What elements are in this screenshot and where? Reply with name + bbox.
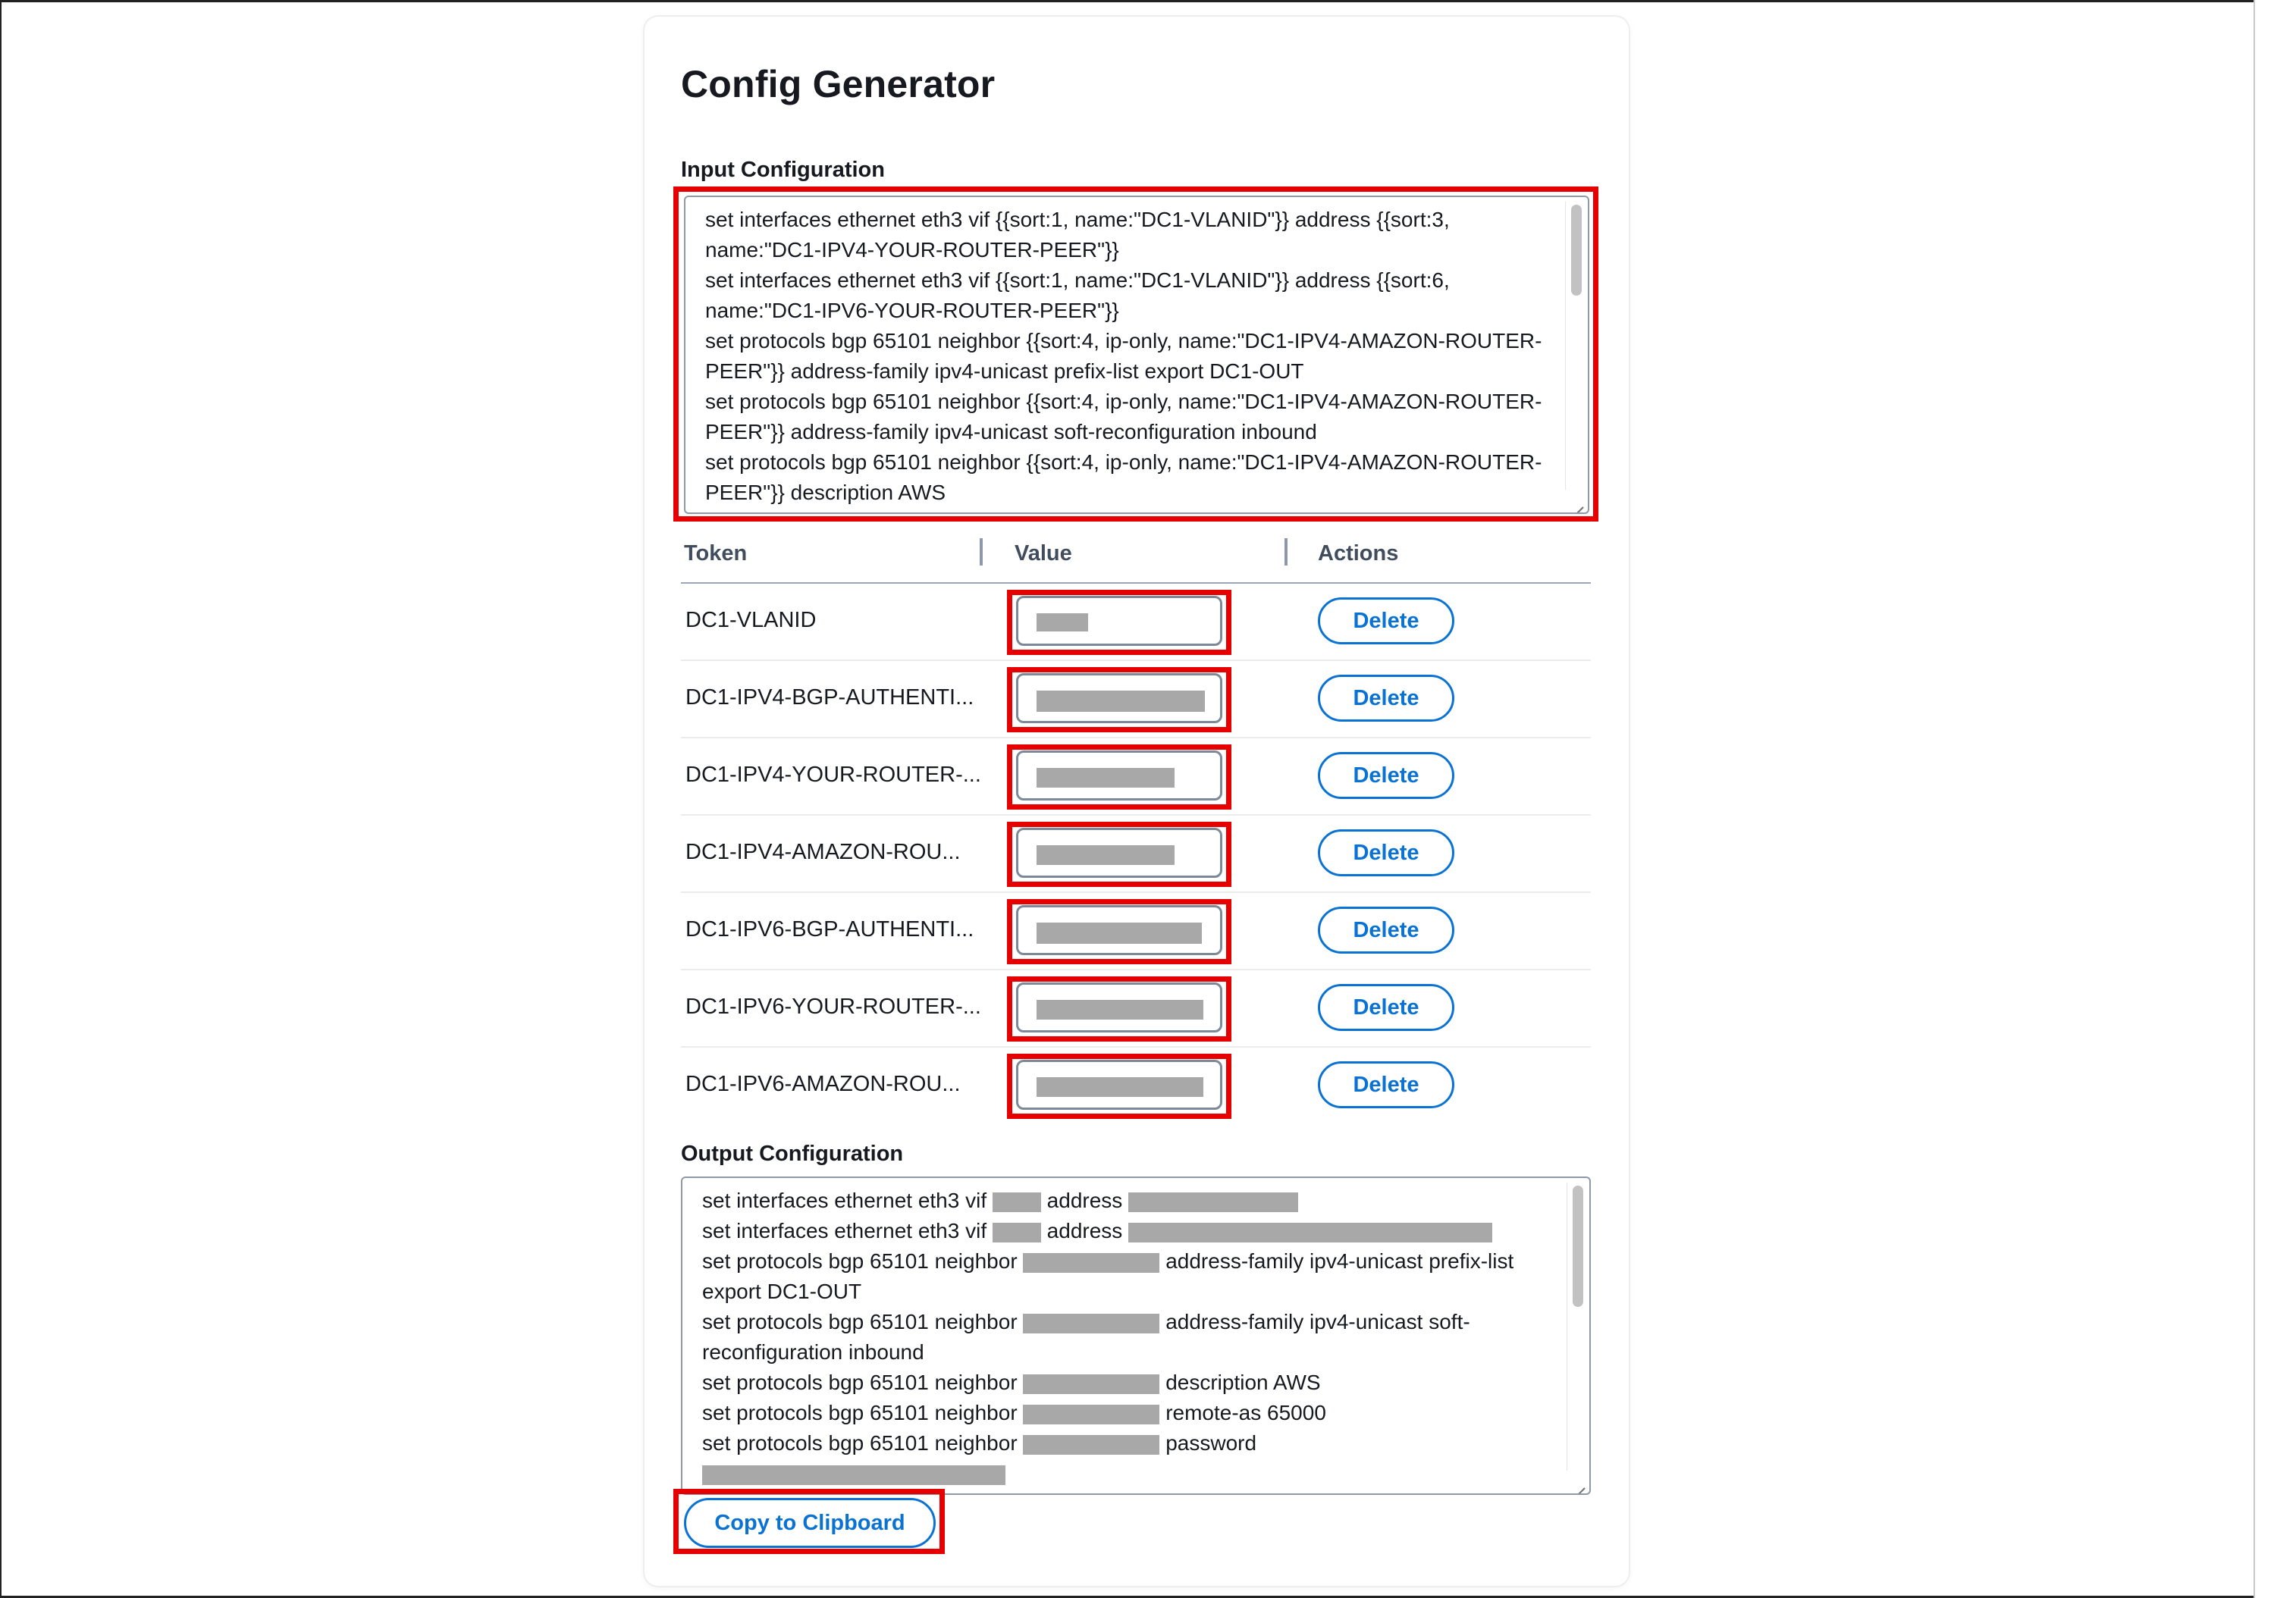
token-name: DC1-IPV4-BGP-AUTHENTI...	[685, 685, 974, 710]
output-line: set interfaces ethernet eth3 vif address	[702, 1216, 1544, 1246]
input-line: set protocols bgp 65101 neighbor {{sort:4, ip-only, name:"DC1-IPV4-AMAZON-ROUTER-PEER"}} description AWS	[705, 450, 1542, 504]
column-header-token: Token	[684, 541, 748, 566]
token-name: DC1-IPV4-AMAZON-ROU...	[685, 840, 961, 864]
column-divider[interactable]	[980, 538, 983, 566]
input-line: set protocols bgp 65101 neighbor {{sort:4, ip-only, name:"DC1-IPV4-AMAZON-ROUTER-PEER"}} address-family ipv4-unicast prefix-list export DC1-OUT	[705, 329, 1542, 383]
value-input[interactable]	[1016, 673, 1222, 723]
table-row	[681, 893, 1591, 970]
resize-grip-icon[interactable]	[1568, 493, 1585, 509]
column-header-value: Value	[1015, 541, 1072, 566]
input-config-textarea[interactable]	[684, 196, 1589, 514]
redacted-value	[1023, 1374, 1159, 1394]
delete-button[interactable]: Delete	[1318, 829, 1454, 876]
output-line	[702, 1459, 1544, 1489]
redacted-value	[1037, 691, 1205, 712]
delete-button[interactable]: Delete	[1318, 984, 1454, 1031]
table-row	[681, 661, 1591, 738]
input-line: set interfaces ethernet eth3 vif {{sort:1, name:"DC1-VLANID"}} address {{sort:3, name:"DC1-IPV4-YOUR-ROUTER-PEER"}}	[705, 208, 1450, 262]
column-header-actions: Actions	[1318, 541, 1399, 566]
output-scrollbar[interactable]	[1567, 1183, 1586, 1471]
column-divider[interactable]	[1284, 538, 1288, 566]
table-row	[681, 1048, 1591, 1125]
token-table-header	[681, 534, 1591, 584]
input-config-label: Input Configuration	[681, 158, 885, 182]
redacted-value	[1037, 768, 1175, 788]
value-input[interactable]	[1016, 1060, 1222, 1110]
token-name: DC1-IPV6-BGP-AUTHENTI...	[685, 917, 974, 942]
redacted-value	[1023, 1435, 1159, 1455]
output-line: set protocols bgp 65101 neighbor password	[702, 1431, 1257, 1455]
table-row	[681, 738, 1591, 816]
output-scrollbar-thumb[interactable]	[1573, 1186, 1583, 1307]
token-name: DC1-IPV4-YOUR-ROUTER-...	[685, 763, 981, 787]
table-row	[681, 584, 1591, 661]
value-input[interactable]	[1016, 905, 1222, 955]
copy-to-clipboard-button[interactable]: Copy to Clipboard	[684, 1498, 936, 1548]
input-scrollbar[interactable]	[1565, 202, 1585, 490]
value-input[interactable]	[1016, 596, 1222, 646]
redacted-value	[1037, 1000, 1203, 1020]
redacted-value	[702, 1465, 1005, 1485]
token-name: DC1-VLANID	[685, 608, 817, 632]
redacted-value	[1023, 1314, 1159, 1333]
table-row	[681, 816, 1591, 893]
table-row	[681, 970, 1591, 1048]
delete-button[interactable]: Delete	[1318, 675, 1454, 722]
value-input[interactable]	[1016, 828, 1222, 878]
output-line: set protocols bgp 65101 neighbor address-family ipv4-unicast prefix-list export DC1-OUT	[702, 1249, 1514, 1303]
output-line: set protocols bgp 65101 neighbor description AWS	[702, 1371, 1321, 1394]
resize-grip-icon[interactable]	[1570, 1474, 1586, 1490]
output-config-textarea[interactable]	[681, 1177, 1591, 1495]
output-config-label: Output Configuration	[681, 1142, 904, 1166]
page-title: Config Generator	[681, 63, 996, 105]
redacted-value	[1128, 1192, 1298, 1212]
delete-button[interactable]: Delete	[1318, 597, 1454, 644]
redacted-value	[1023, 1253, 1159, 1273]
output-line: set interfaces ethernet eth3 vif address	[702, 1186, 1544, 1216]
window-scrollbar-edge[interactable]	[2254, 0, 2296, 1598]
redacted-value	[1037, 613, 1088, 631]
redacted-value	[1037, 923, 1202, 944]
redacted-value	[993, 1223, 1041, 1242]
output-line: set protocols bgp 65101 neighbor address-family ipv4-unicast soft-reconfiguration inbound	[702, 1310, 1470, 1364]
token-name: DC1-IPV6-YOUR-ROUTER-...	[685, 995, 981, 1019]
delete-button[interactable]: Delete	[1318, 752, 1454, 799]
redacted-value	[1128, 1223, 1492, 1242]
redacted-value	[1023, 1405, 1159, 1424]
redacted-value	[1037, 845, 1175, 865]
value-input[interactable]	[1016, 750, 1222, 801]
input-scrollbar-thumb[interactable]	[1571, 205, 1582, 296]
delete-button[interactable]: Delete	[1318, 907, 1454, 954]
delete-button[interactable]: Delete	[1318, 1061, 1454, 1108]
output-line: set protocols bgp 65101 neighbor remote-as 65000	[702, 1401, 1326, 1424]
value-input[interactable]	[1016, 982, 1222, 1032]
input-line: set protocols bgp 65101 neighbor {{sort:4, ip-only, name:"DC1-IPV4-AMAZON-ROUTER-PEER"}} address-family ipv4-unicast soft-reconfiguration inbound	[705, 390, 1542, 443]
input-line: set interfaces ethernet eth3 vif {{sort:1, name:"DC1-VLANID"}} address {{sort:6, name:"DC1-IPV6-YOUR-ROUTER-PEER"}}	[705, 268, 1450, 322]
redacted-value	[993, 1192, 1041, 1212]
redacted-value	[1037, 1077, 1203, 1097]
token-name: DC1-IPV6-AMAZON-ROU...	[685, 1072, 961, 1096]
